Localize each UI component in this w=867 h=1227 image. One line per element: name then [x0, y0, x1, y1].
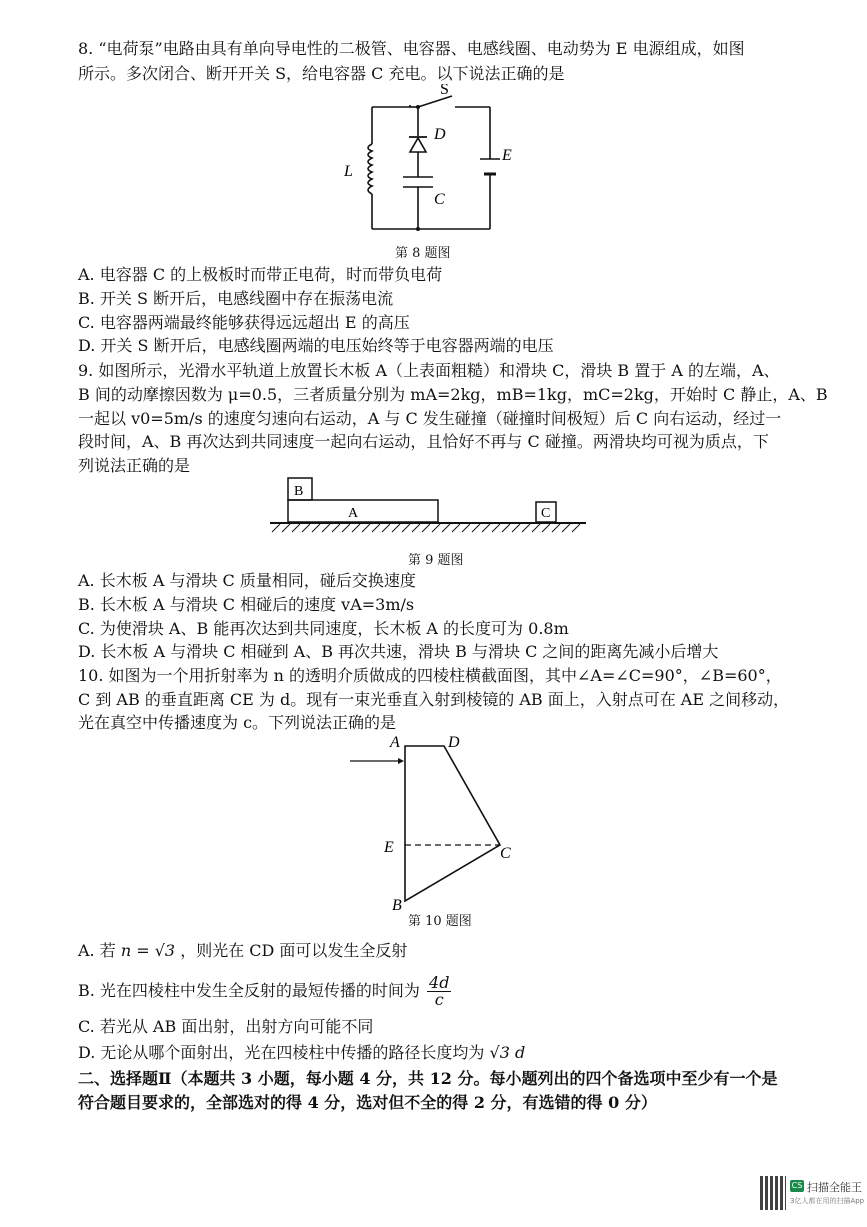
q9-label-c: C	[541, 506, 551, 521]
q10-stem-line1: 10. 如图为一个用折射率为 n 的透明介质做成的四棱柱横截面图，其中∠A=∠C=90°，∠B=60°，	[78, 666, 782, 685]
q10-option-b-pre: B. 光在四棱柱中发生全反射的最短传播的时间为	[78, 981, 420, 1000]
q8-circuit-figure	[340, 84, 530, 244]
q10-option-b-denominator: c	[434, 990, 444, 1009]
q9-stem-line4: 段时间，A、B 再次达到共同速度一起向右运动，且恰好不再与 C 碰撞。两滑块均可视为质点，下	[78, 432, 769, 451]
q8-stem-line1: 8. “电荷泵”电路由具有单向导电性的二极管、电容器、电感线圈、电动势为 E 电源组成，如图	[78, 39, 745, 58]
q10-option-b-numerator: 4d	[429, 973, 450, 992]
q8-option-c: C. 电容器两端最终能够获得远远超出 E 的高压	[78, 313, 410, 332]
watermark-brand: 扫描全能王	[807, 1181, 862, 1194]
q10-option-a-math: n = √3	[120, 941, 176, 960]
q10-stem-line2: C 到 AB 的垂直距离 CE 为 d。现有一束光垂直入射到棱镜的 AB 面上，入射点可在 AE 之间移动，	[78, 690, 790, 709]
q10-option-a-pre: A. 若	[78, 941, 116, 960]
q10-option-a	[78, 940, 407, 962]
q8-option-b: B. 开关 S 断开后，电感线圈中存在振荡电流	[78, 289, 394, 308]
q10-option-b-fraction	[427, 975, 451, 1008]
q8-label-s: S	[440, 84, 449, 98]
q9-stem-line1: 9. 如图所示，光滑水平轨道上放置长木板 A（上表面粗糙）和滑块 C，滑块 B 置于 A 的左端，A、	[78, 361, 780, 380]
qr-code-icon	[760, 1176, 786, 1210]
q8-option-d: D. 开关 S 断开后，电感线圈两端的电压始终等于电容器两端的电压	[78, 336, 554, 355]
q9-option-a: A. 长木板 A 与滑块 C 质量相同，碰后交换速度	[78, 571, 416, 590]
q9-label-b: B	[294, 484, 304, 499]
q10-option-d-math: √3 d	[489, 1043, 526, 1062]
q10-label-d: D	[448, 734, 460, 751]
q8-option-a: A. 电容器 C 的上极板时而带正电荷，时而带负电荷	[78, 265, 443, 284]
q9-label-a: A	[348, 506, 359, 521]
q8-label-d: D	[434, 126, 446, 143]
q9-option-b: B. 长木板 A 与滑块 C 相碰后的速度 vA=3m/s	[78, 595, 415, 614]
q10-label-c: C	[500, 845, 511, 862]
q9-blocks-figure	[270, 474, 590, 544]
q8-stem-line2: 所示。多次闭合、断开开关 S，给电容器 C 充电。以下说法正确的是	[78, 64, 565, 83]
q10-label-e: E	[384, 839, 394, 856]
q10-option-d	[78, 1042, 525, 1064]
q9-caption: 第 9 题图	[408, 553, 464, 568]
q8-label-c: C	[434, 191, 445, 208]
q9-stem-line2: B 间的动摩擦因数为 μ=0.5，三者质量分别为 mA=2kg，mB=1kg，mC=2kg，开始时 C 静止，A、B	[78, 385, 828, 404]
section2-line2: 符合题目要求的，全部选对的得 4 分，选对但不全的得 2 分，有选错的得 0 分）	[78, 1093, 657, 1112]
q8-label-l: L	[344, 163, 353, 180]
q9-option-c: C. 为使滑块 A、B 能再次达到共同速度，长木板 A 的长度可为 0.8m	[78, 619, 569, 638]
cs-logo-icon: CS	[791, 1181, 803, 1190]
q9-option-d: D. 长木板 A 与滑块 C 相碰到 A、B 再次共速，滑块 B 与滑块 C 之间的距离先减小后增大	[78, 642, 719, 661]
q10-label-a: A	[390, 734, 400, 751]
q10-option-a-post: ，则光在 CD 面可以发生全反射	[180, 941, 408, 960]
q10-option-b	[78, 973, 451, 1009]
q8-caption: 第 8 题图	[395, 246, 451, 261]
section2-line1: 二、选择题Ⅱ（本题共 3 小题，每小题 4 分，共 12 分。每小题列出的四个备选项中至少有一个是	[78, 1069, 778, 1088]
scanner-watermark	[760, 1176, 865, 1216]
q9-stem-line5: 列说法正确的是	[78, 456, 191, 475]
q10-option-d-pre: D. 无论从哪个面射出，光在四棱柱中传播的路径长度均为	[78, 1043, 485, 1062]
q10-prism-figure	[340, 728, 530, 913]
q9-stem-line3: 一起以 v0=5m/s 的速度匀速向右运动，A 与 C 发生碰撞（碰撞时间极短）后 C 向右运动，经过一	[78, 409, 782, 428]
q10-option-c: C. 若光从 AB 面出射，出射方向可能不同	[78, 1017, 374, 1036]
q8-label-e: E	[502, 147, 512, 164]
watermark-sub: 3亿人都在用的扫描App	[790, 1197, 865, 1205]
q10-stem-line3: 光在真空中传播速度为 c。下列说法正确的是	[78, 713, 397, 732]
q10-label-b: B	[392, 897, 402, 913]
q10-caption: 第 10 题图	[408, 914, 472, 929]
